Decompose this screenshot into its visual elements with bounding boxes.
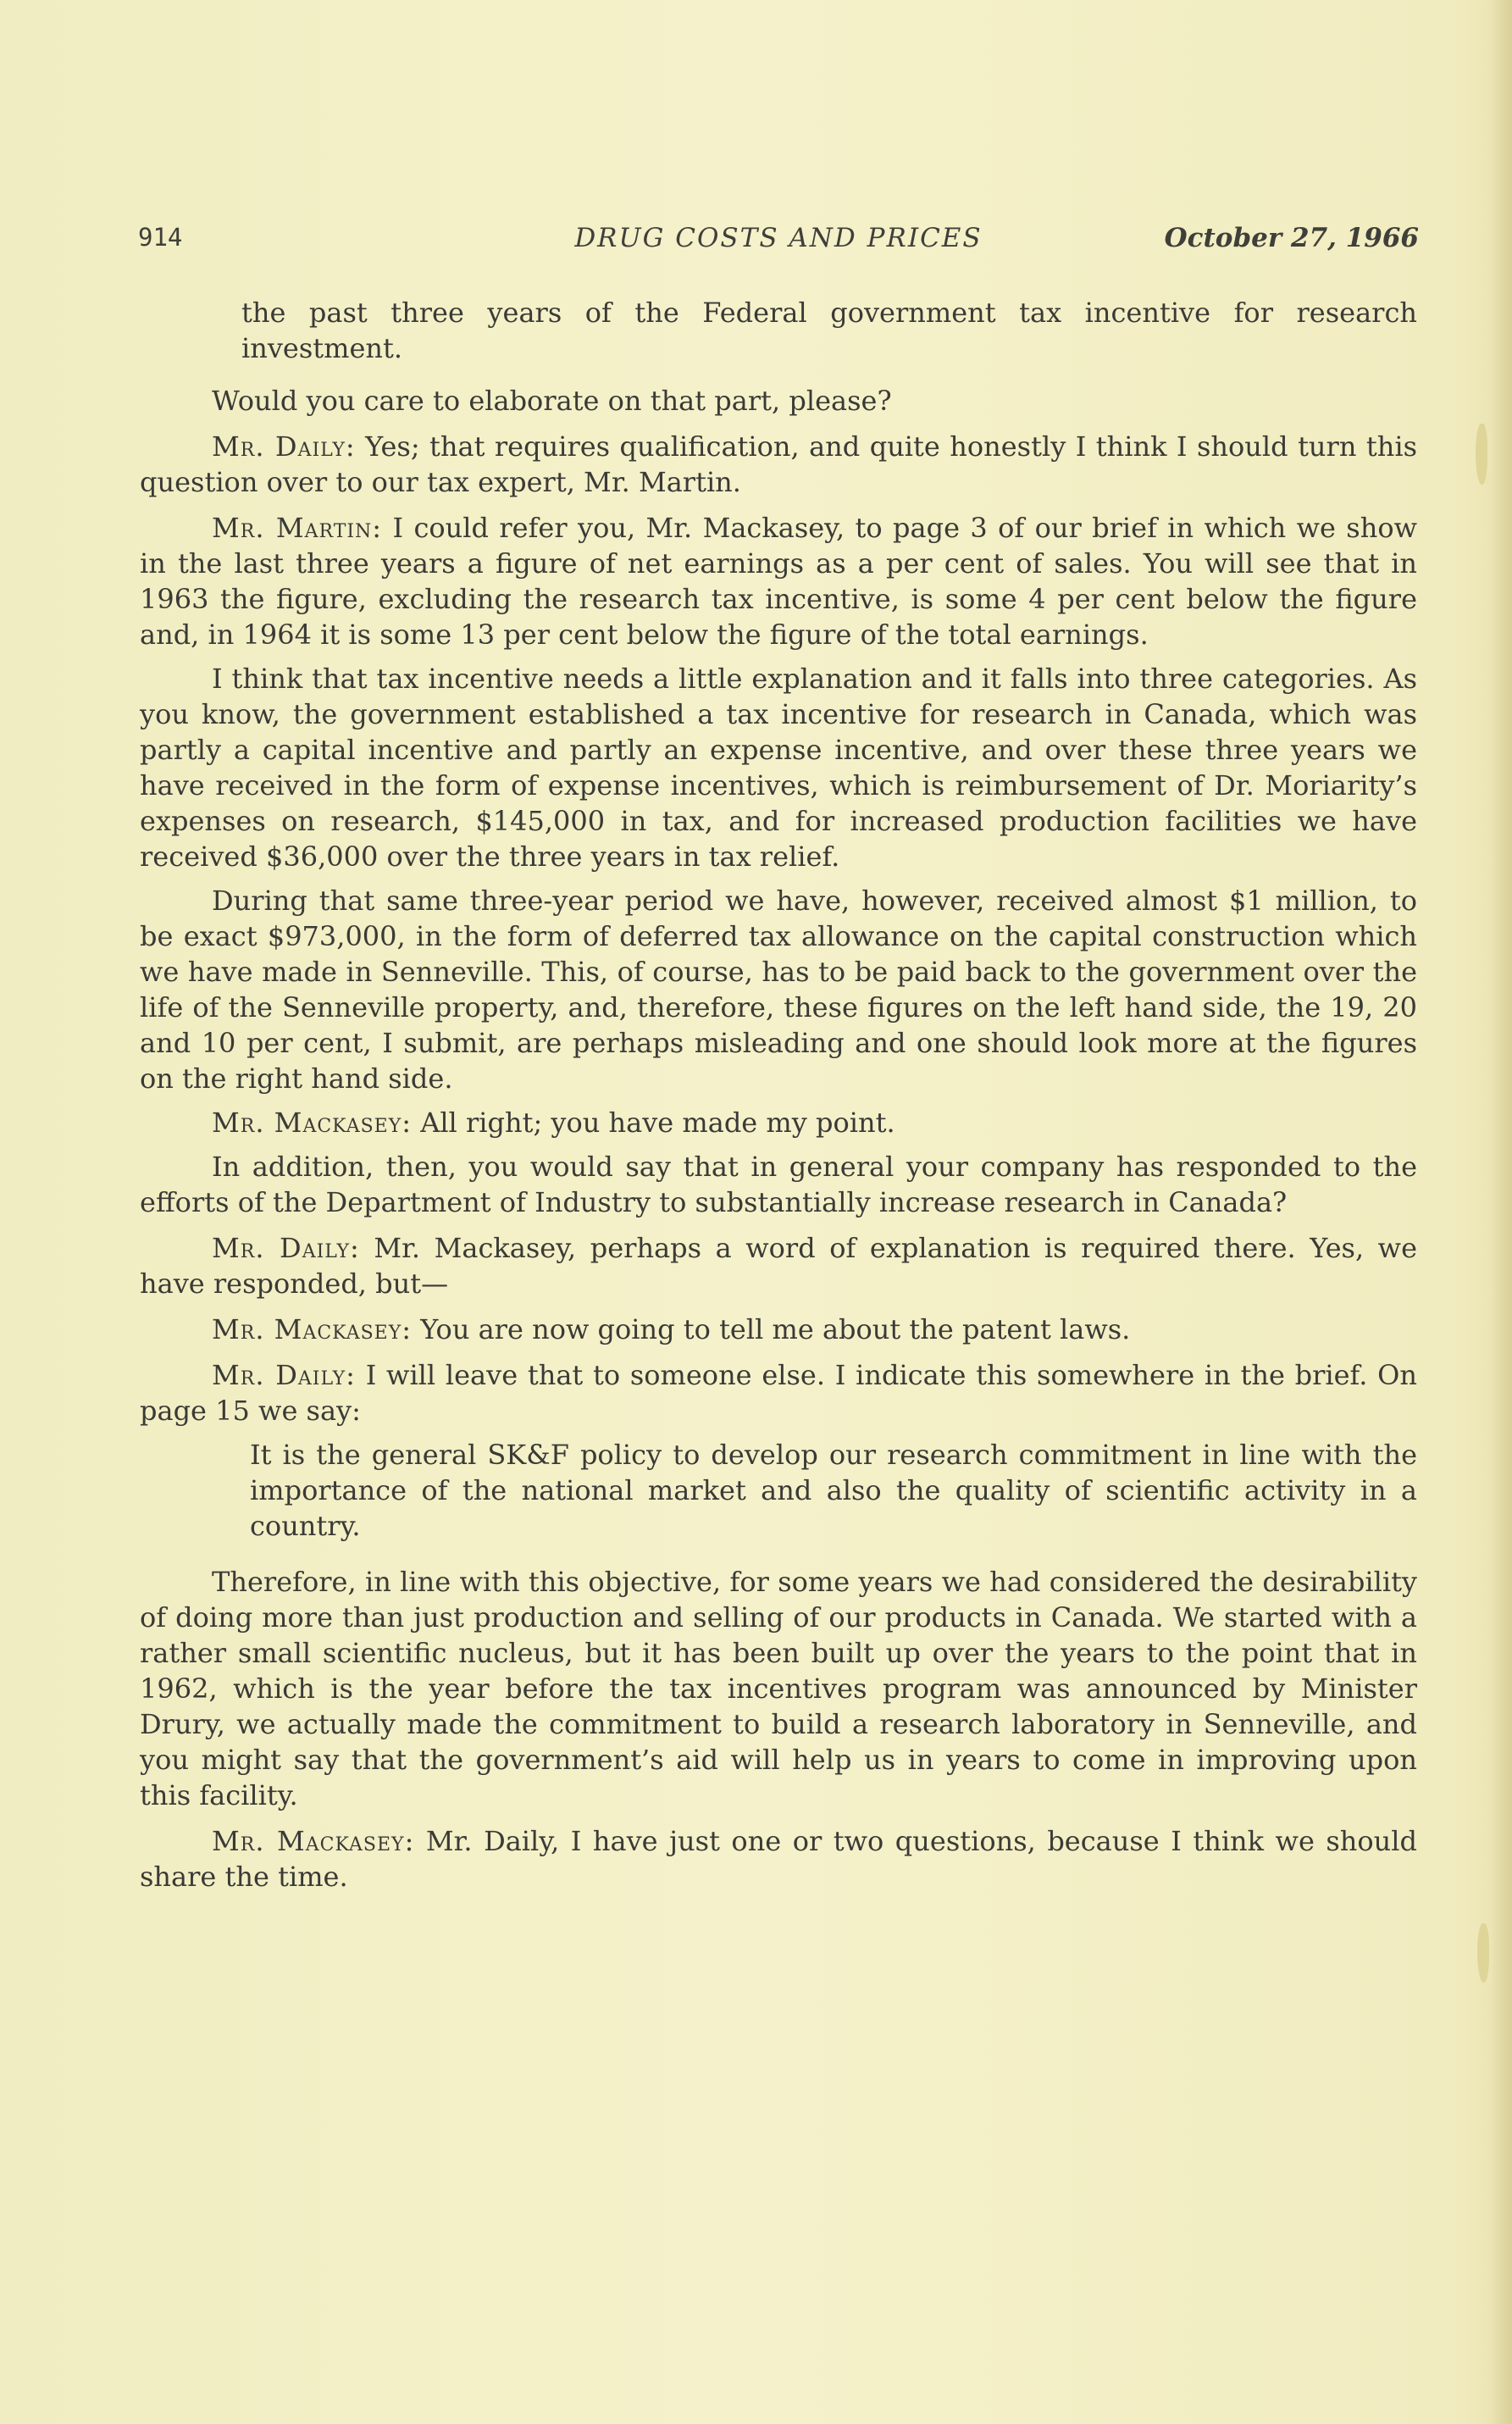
page-header: [138, 223, 1419, 257]
header-date: October 27, 1966: [1164, 223, 1419, 253]
page-edge-shadow: [1490, 0, 1512, 2424]
speaker-paragraph: [140, 1230, 1417, 1301]
margin-stain-mark: [1477, 1923, 1489, 1983]
speech-text: All right; you have made my point.: [412, 1107, 895, 1139]
speaker-name: Mr. Mackasey:: [212, 1107, 413, 1139]
speech-text: You are now going to tell me about the patent laws.: [412, 1313, 1131, 1345]
speaker-paragraph: [140, 1105, 1417, 1140]
paragraph: Therefore, in line with this objective, for some years we had considered the desirability of doing more than just production and selling of our products in Canada. We started with a rather small scientific nucleus, but it has been built up over the years to the point that in 1962, which is the year before the tax incentives program was announced by Minister Drury, we actually made the commitment to build a research laboratory in Senneville, and you might say that the government’s aid will help us in years to come in improving upon this facility.: [140, 1566, 1417, 1811]
transcript-body: [140, 295, 1417, 1903]
speaker-name: Mr. Mackasey:: [212, 1313, 413, 1345]
speaker-paragraph: [140, 429, 1417, 500]
margin-stain-mark: [1476, 424, 1487, 485]
speech-text: I could refer you, Mr. Mackasey, to page 3 of our brief in which we show in the last three years a figure of net earnings as a per cent of sales. You will see that in 1963 the figure, excluding the research tax incentive, is some 4 per cent below the figure and, in 1964 it is some 13 per cent below the figure of the total earnings.: [140, 512, 1417, 651]
page-number: 914: [138, 223, 183, 252]
speaker-paragraph: [140, 1823, 1417, 1894]
paragraph: During that same three-year period we have, however, received almost $1 million, to be exact $973,000, in the form of deferred tax allowance on the capital construction which we have made in Senneville. This, of course, has to be paid back to the government over the life of the Senneville property, and, therefore, these figures on the left hand side, the 19, 20 and 10 per cent, I submit, are perhaps misleading and one should look more at the figures on the right hand side.: [140, 885, 1417, 1095]
speaker-name: Mr. Mackasey:: [212, 1825, 415, 1857]
paragraph: Would you care to elaborate on that part, please?: [212, 385, 892, 417]
paragraph: In addition, then, you would say that in general your company has responded to the efforts of the Department of Industry to substantially increase research in Canada?: [140, 1151, 1417, 1218]
block-quote: It is the general SK&F policy to develop our research commitment in line with the importance of the national market and also the quality of scientific activity in a country.: [250, 1439, 1417, 1542]
paragraph: I think that tax incentive needs a little explanation and it falls into three categories. As you know, the government established a tax incentive for research in Canada, which was partly a capital incentive and partly an expense incentive, and over these three years we have received in the form of expense incentives, which is reimbursement of Dr. Moriarity’s expenses on research, $145,000 in tax, and for increased production facilities we have received $36,000 over the three years in tax relief.: [140, 663, 1417, 873]
speaker-paragraph: [140, 1357, 1417, 1428]
speaker-name: Mr. Daily:: [212, 1232, 360, 1264]
speech-text: Yes; that requires qualification, and quite honestly I think I should turn this question over to our tax expert, Mr. Martin.: [140, 430, 1418, 498]
speaker-name: Mr. Daily:: [212, 1359, 356, 1391]
paragraph-continuation: the past three years of the Federal government tax incentive for research investment.: [241, 297, 1417, 364]
speaker-paragraph: [140, 1312, 1417, 1347]
speaker-name: Mr. Daily:: [212, 430, 356, 463]
speaker-name: Mr. Martin:: [212, 512, 383, 544]
speaker-paragraph: [140, 510, 1417, 652]
running-title: DRUG COSTS AND PRICES: [574, 223, 983, 253]
speech-text: Mr. Daily, I have just one or two questions, because I think we should share the time.: [140, 1825, 1418, 1893]
speech-text: I will leave that to someone else. I indicate this somewhere in the brief. On page 15 we say:: [140, 1359, 1417, 1427]
speech-text: Mr. Mackasey, perhaps a word of explanation is required there. Yes, we have responded, but—: [140, 1232, 1417, 1300]
